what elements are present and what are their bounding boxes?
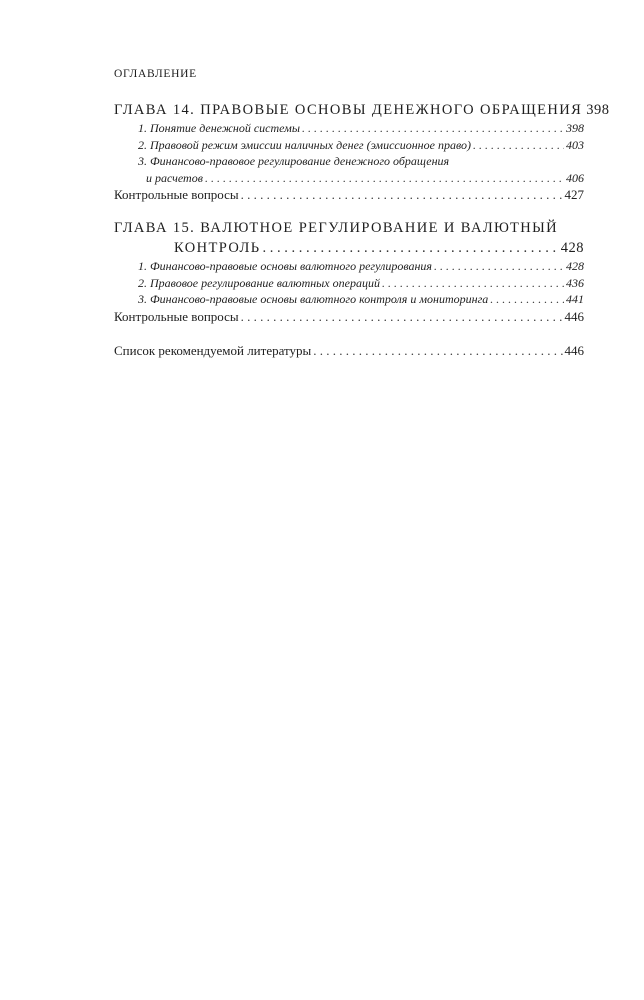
toc-page-number: 428 — [560, 240, 584, 256]
dot-leader — [382, 275, 564, 292]
toc-page-number: 398 — [586, 102, 610, 118]
toc-chapter-title-cont: КОНТРОЛЬ — [174, 240, 261, 256]
toc-chapter-15[interactable] — [114, 218, 584, 258]
toc-section-14-1[interactable] — [114, 120, 584, 137]
toc-section-title: 3. Финансово-правовые основы валютного контроля и мониторинга — [138, 292, 489, 306]
toc-section-title: 2. Правовое регулирование валютных операций — [138, 275, 380, 290]
toc-page-number: 441 — [566, 292, 584, 306]
toc-page-number: 446 — [564, 342, 584, 358]
toc-section-15-3[interactable] — [114, 291, 584, 308]
toc-page-number: 446 — [564, 308, 584, 324]
toc-page-number: 403 — [566, 137, 584, 152]
dot-leader — [262, 238, 558, 258]
toc-section-15-1[interactable] — [114, 258, 584, 275]
toc-bibliography-title: Список рекомендуемой литературы — [114, 342, 312, 358]
toc-page-number: 406 — [566, 170, 584, 185]
dot-leader — [241, 308, 563, 326]
toc-bibliography[interactable] — [114, 342, 584, 360]
toc-review-title: Контрольные вопросы — [114, 308, 239, 324]
table-of-contents — [114, 100, 610, 360]
toc-section-title: 3. Финансово-правовое регулирование денежного обращения — [138, 154, 450, 168]
toc-section-14-2[interactable] — [114, 137, 584, 154]
toc-page-number: 436 — [566, 275, 584, 290]
toc-chapter-title: ГЛАВА 14. ПРАВОВЫЕ ОСНОВЫ ДЕНЕЖНОГО ОБРАЩЕНИЯ — [114, 102, 583, 118]
toc-review-questions-14[interactable] — [114, 186, 584, 204]
toc-section-title-cont: и расчетов — [146, 170, 203, 185]
toc-chapter-14[interactable] — [114, 100, 610, 120]
toc-section-15-2[interactable] — [114, 275, 584, 292]
dot-leader — [434, 258, 564, 275]
toc-chapter-title: ГЛАВА 15. ВАЛЮТНОЕ РЕГУЛИРОВАНИЕ И ВАЛЮТНЫЙ — [114, 220, 559, 236]
running-head: ОГЛАВЛЕНИЕ — [114, 68, 197, 80]
dot-leader — [241, 186, 563, 204]
dot-leader — [302, 120, 564, 137]
toc-section-title: 1. Финансово-правовые основы валютного регулирования — [138, 259, 432, 273]
toc-page-number: 427 — [564, 187, 584, 202]
toc-page-number: 398 — [566, 121, 584, 135]
dot-leader — [473, 137, 564, 154]
toc-review-title: Контрольные вопросы — [114, 187, 239, 202]
dot-leader — [205, 170, 564, 187]
toc-section-14-3[interactable] — [114, 153, 584, 186]
toc-page-number: 428 — [566, 259, 584, 273]
toc-section-title: 2. Правовой режим эмиссии наличных денег (эмиссионное право) — [138, 137, 471, 152]
toc-review-questions-15[interactable] — [114, 308, 584, 326]
toc-section-title: 1. Понятие денежной системы — [138, 121, 300, 135]
dot-leader — [490, 291, 564, 308]
dot-leader — [313, 342, 562, 360]
